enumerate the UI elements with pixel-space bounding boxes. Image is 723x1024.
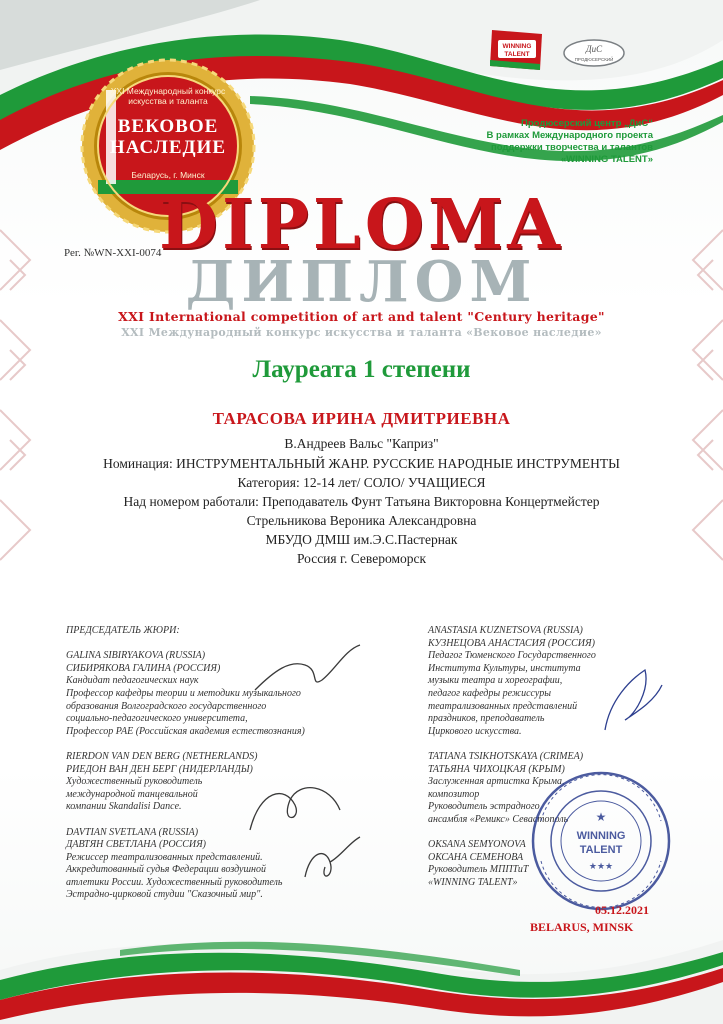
svg-text:★: ★ (595, 810, 607, 824)
jury-left-line: Режиссер театрализованных представлений. (66, 851, 263, 863)
jury-right-line: театрализованных представлений (428, 700, 578, 712)
jury-left-line: DAVTIAN SVETLANA (RUSSIA) (66, 826, 199, 838)
jury-left-line: Аккредитованный судья Федерации воздушной (66, 864, 267, 876)
jury-left-line: СИБИРЯКОВА ГАЛИНА (РОССИЯ) (66, 662, 221, 674)
detail-nomination: Номинация: ИНСТРУМЕНТАЛЬНЫЙ ЖАНР. РУССКИЕ НАРОДНЫЕ ИНСТРУМЕНТЫ (103, 456, 620, 471)
producer-line: поддержки творчества и талантов (490, 142, 653, 153)
jury-right-line: Руководитель МППТиТ (428, 864, 529, 876)
medal-location: Беларусь, г. Минск (131, 170, 205, 180)
jury-left-line: компании Skandalisi Dance. (66, 801, 182, 813)
svg-text:WINNING: WINNING (502, 43, 532, 50)
signature-van-den-berg (240, 770, 360, 840)
jury-right-line: «WINNING TALENT» (428, 876, 518, 888)
jury-left-line: Профессор кафедры теории и методики музыкального (66, 687, 301, 699)
jury-right-line: ОКСАНА СЕМЕНОВА (428, 851, 524, 863)
participant-name: ТАРАСОВА ИРИНА ДМИТРИЕВНА (212, 409, 511, 428)
svg-text:ДиС: ДиС (585, 44, 603, 54)
winning-talent-stamp (530, 770, 672, 912)
svg-text:ПРОДЮСЕРСКИЙ: ПРОДЮСЕРСКИЙ (574, 57, 614, 62)
title-diploma-en: DIPLOMA (159, 185, 564, 265)
medal-title: ВЕКОВОЕ НАСЛЕДИЕ (109, 116, 227, 158)
issue-date: 05.12.2021 (595, 903, 649, 917)
svg-text:TALENT: TALENT (504, 51, 530, 58)
award-level: Лауреата 1 степени (252, 356, 471, 383)
producer-logo-icon (562, 38, 626, 68)
jury-left-line: социально-педагогического университета, (66, 713, 248, 725)
svg-text:TALENT: TALENT (579, 844, 623, 856)
jury-right-line: ANASTASIA KUZNETSOVA (RUSSIA) (428, 625, 583, 636)
jury-right-line: OKSANA SEMYONOVA (428, 839, 526, 851)
jury-right-line: ТАТЬЯНА ЧИХОЦКАЯ (КРЫМ) (428, 763, 565, 775)
jury-right-line: педагог кафедры режиссуры (428, 687, 551, 699)
svg-text:WINNING: WINNING (576, 830, 626, 842)
jury-left-line: ПРЕДСЕДАТЕЛЬ ЖЮРИ: (66, 625, 180, 636)
jury-left-line: образования Волгоградского государственного (66, 700, 267, 712)
jury-right-line: Института Культуры, института (428, 662, 581, 674)
jury-right-line: Педагог Тюменского Государственного (428, 650, 596, 662)
jury-left-line: Кандидат педагогических наук (66, 675, 199, 687)
jury-left-line: международной танцевальной (66, 788, 198, 800)
jury-right-line: музыки театра и хореографии, (428, 675, 563, 687)
producer-line: Продюсерский центр „ДиС“ (521, 118, 653, 129)
competition-title-ru: XXI Международный конкурс искусства и таланта «Вековое наследие» (121, 326, 602, 339)
jury-right-line: TATIANA TSIKHOTSKAYA (CRIMEA) (428, 750, 584, 762)
jury-right-line: Заслуженная артистка Крыма, (428, 776, 565, 788)
jury-left-line: Художественный руководитель (66, 776, 203, 788)
jury-left-line: Профессор РАЕ (Российская академия естествознания) (66, 725, 305, 737)
jury-left-line (66, 738, 386, 751)
producer-block (403, 118, 653, 166)
producer-center-logo (562, 38, 626, 68)
producer-line: «WINNING TALENT» (560, 154, 653, 165)
jury-left-line: РИЕДОН ВАН ДЕН БЕРГ (НИДЕРЛАНДЫ) (66, 763, 253, 775)
producer-line: В рамках Международного проекта (486, 130, 653, 141)
signature-davtyan (290, 832, 370, 892)
jury-right-line: композитор (428, 788, 480, 800)
winning-talent-logo (486, 26, 548, 80)
detail-teachers: Над номером работали: Преподаватель Фунт Татьяна Викторовна Концертмейстер (123, 494, 600, 509)
jury-right-line: ансамбля «Ремикс» Севастополь (428, 813, 569, 825)
jury-left-line: ДАВТЯН СВЕТЛАНА (РОССИЯ) (66, 839, 207, 851)
jury-right-line: КУЗНЕЦОВА АНАСТАСИЯ (РОССИЯ) (428, 637, 595, 649)
registration-number: Рег. №WN-XXI-0074 (64, 247, 162, 259)
jury-left-line: GALINA SIBIRYAKOVA (RUSSIA) (66, 650, 206, 662)
detail-city: Россия г. Североморск (296, 551, 427, 566)
jury-left-line: RIERDON VAN DEN BERG (NETHERLANDS) (66, 750, 258, 762)
detail-accompanist: Стрельникова Вероника Александровна (246, 513, 477, 528)
signature-sibiryakova (250, 640, 370, 700)
flag-icon (486, 26, 548, 80)
detail-school: МБУДО ДМШ им.Э.С.Пастернак (265, 532, 458, 547)
jury-left-line: атлетики России. Художественный руководитель (66, 876, 283, 888)
jury-right-line: Циркового искусства. (428, 725, 522, 737)
detail-piece: В.Андреев Вальс "Каприз" (284, 436, 439, 451)
signature-kuznetsova (590, 660, 670, 740)
svg-text:★★★: ★★★ (588, 862, 614, 872)
issue-place: BELARUS, MINSK (530, 920, 634, 934)
competition-title-en: XXI International competition of art and talent "Century heritage" (118, 309, 605, 324)
jury-right-line (428, 738, 688, 751)
jury-left-line: Эстрадно-цирковой студии "Сказочный мир". (66, 889, 263, 901)
title-diploma-ru: ДИПЛОМ (185, 249, 538, 315)
medal-line1: XXI Международный конкурс искусства и таланта (110, 86, 226, 106)
jury-right-line: Руководитель эстрадного (428, 801, 540, 813)
detail-category: Категория: 12-14 лет/ СОЛО/ УЧАЩИЕСЯ (237, 475, 486, 490)
jury-right-line: праздников, преподаватель (428, 713, 545, 725)
